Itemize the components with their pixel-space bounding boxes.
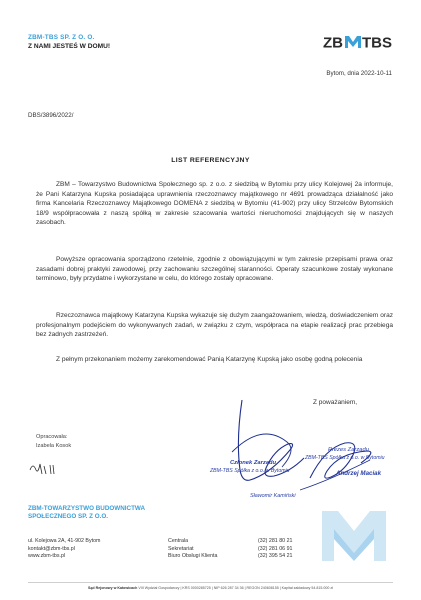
company-slogan: Z NAMI JESTEŚ W DOMU! bbox=[28, 43, 111, 50]
paragraph-1: ZBM – Towarzystwo Budownictwa Społecznego sp. z o.o. z siedzibą w Bytomiu przy ulicy Kolejowej 2a informuje, że Pani Katarzyna Kupska posiadająca uprawnienia rzeczoznawcy majątkowego nr 4691 prowadząca działalność jako firma Kancelaria Rzeczoznawcy Majątkowego DOMENA z siedzibą w Bytomiu (41-902) przy ulicy Strzelców Bytomskich 18/9 współpracowała z naszą spółką w zakresie szacowania wartości nieruchomości znajdujących się w naszych zasobach. bbox=[36, 181, 393, 227]
footer-legal: Sąd Rejonowy w Katowicach VIII Wydział Gospodarczy | KRS 0000285725 | NIP 626 287 34 36 | REGON 240608155 | Kapitał zakładowy 54.815.000 zł bbox=[88, 586, 333, 590]
paragraph-4: Z pełnym przekonaniem możemy zarekomendować Panią Katarzynę Kupską jako osobę godną polecenia bbox=[56, 356, 363, 363]
footer-street: ul. Kolejowa 2A, 41-902 Bytom bbox=[28, 538, 101, 544]
letter-date: Bytom, dnia 2022-10-11 bbox=[326, 70, 392, 77]
footer-divider bbox=[28, 582, 393, 583]
preparer-initials-signature bbox=[30, 464, 54, 474]
left-stamp-title: Członek Zarządu bbox=[230, 460, 277, 466]
logo-mark-icon bbox=[345, 36, 361, 48]
closing-regards: Z poważaniem, bbox=[313, 399, 358, 406]
footer-email[interactable]: kontakt@zbm-tbs.pl bbox=[28, 545, 75, 552]
footer-address bbox=[28, 538, 100, 561]
right-stamp-name: Andrzej Maciak bbox=[336, 470, 382, 477]
letter-title: LIST REFERENCYJNY bbox=[171, 157, 250, 164]
footer-phones: (32) 281 80 21 (32) 281 06 91 (32) 395 54 21 bbox=[258, 538, 293, 560]
prepared-by-name: Izabela Kosok bbox=[36, 443, 72, 449]
company-name: ZBM-TBS SP. Z O. O. bbox=[28, 34, 95, 41]
paragraph-2: Powyższe opracowania sporządzono rzetelnie, zgodnie z obowiązującymi w tym zakresie przepisami prawa oraz zasadami dobrej praktyki zawodowej, przy zachowaniu szczególnej staranności. Operaty szacunkowe zostały wykonane terminowo, były przydatne i wykorzystane w celu, do którego zostały opracowane. bbox=[36, 256, 393, 283]
left-stamp-company: ZBM-TBS Spółka z o.o. w Bytomiu bbox=[210, 468, 290, 474]
company-logo bbox=[323, 34, 393, 50]
paragraph-3: Rzeczoznawca majątkowy Katarzyna Kupska wykazuje się dużym zaangażowaniem, wiedzą, doświadczeniem oraz profesjonalnym podejściem do wykonywanych zadań, w związku z czym, współpraca na etapie realizacji prac przebiega bez żadnych zastrzeżeń. bbox=[36, 312, 393, 339]
prepared-by-label: Opracowała: bbox=[36, 434, 68, 440]
footer-website[interactable]: www.zbm-tbs.pl bbox=[28, 553, 66, 560]
reference-number: DBS/3896/2022/ bbox=[28, 112, 74, 119]
logo-text-left: ZB bbox=[323, 34, 343, 50]
right-stamp-title: Prezes Zarządu bbox=[328, 447, 369, 453]
footer-logo-mark-icon bbox=[318, 505, 390, 563]
footer-departments: Centrala Sekretariat Biuro Obsługi Klienta bbox=[168, 538, 218, 560]
left-stamp-name: Sławomir Kamiński bbox=[250, 493, 296, 499]
right-stamp-company: ZBM-TBS Spółka z o.o. w Bytomiu bbox=[305, 455, 385, 461]
logo-text-right: TBS bbox=[362, 34, 392, 50]
footer-company-name: ZBM-TOWARZYSTWO BUDOWNICTWA SPOŁECZNEGO SP. Z O.O. bbox=[28, 505, 146, 520]
